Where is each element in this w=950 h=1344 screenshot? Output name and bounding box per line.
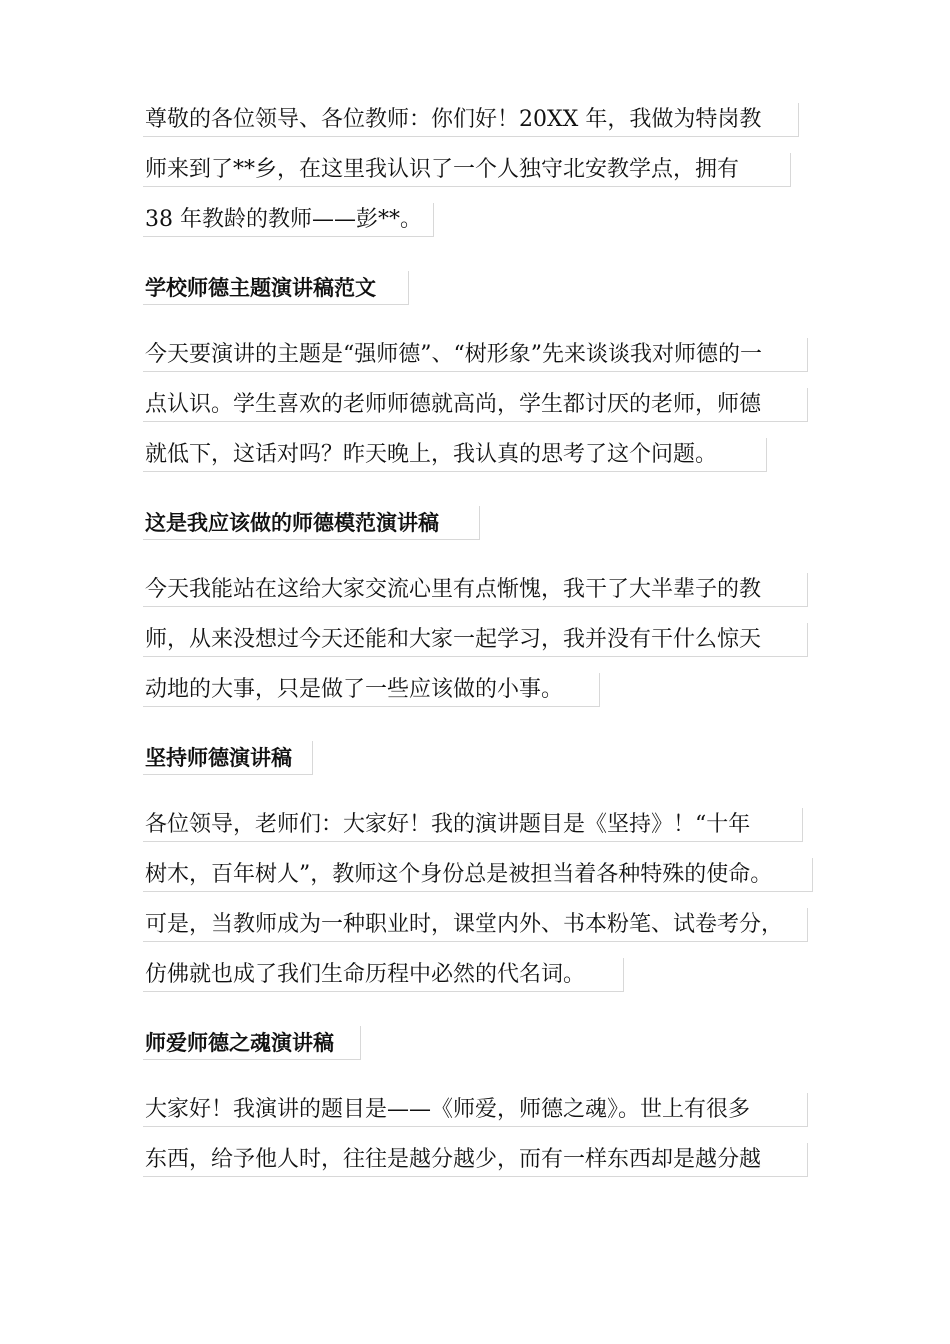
paragraph-line: 38 年教龄的教师——彭**。 bbox=[143, 203, 434, 237]
section-heading: 这是我应该做的师德模范演讲稿 bbox=[143, 506, 480, 540]
paragraph-line: 点认识。学生喜欢的老师师德就高尚，学生都讨厌的老师，师德 bbox=[143, 388, 808, 422]
paragraph-line: 今天我能站在这给大家交流心里有点惭愧，我干了大半辈子的教 bbox=[143, 573, 808, 607]
paragraph-line: 师来到了**乡，在这里我认识了一个人独守北安教学点，拥有 bbox=[143, 153, 791, 187]
paragraph-line: 东西，给予他人时，往往是越分越少，而有一样东西却是越分越 bbox=[143, 1143, 808, 1177]
section-heading: 学校师德主题演讲稿范文 bbox=[143, 271, 409, 305]
paragraph-line: 就低下，这话对吗？昨天晚上，我认真的思考了这个问题。 bbox=[143, 438, 767, 472]
paragraph-line: 今天要演讲的主题是“强师德”、“树形象”先来谈谈我对师德的一 bbox=[143, 338, 808, 372]
paragraph-line: 尊敬的各位领导、各位教师：你们好！20XX 年，我做为特岗教 bbox=[143, 103, 799, 137]
paragraph-line: 师，从来没想过今天还能和大家一起学习，我并没有干什么惊天 bbox=[143, 623, 808, 657]
paragraph-line: 各位领导，老师们：大家好！我的演讲题目是《坚持》！“十年 bbox=[143, 808, 803, 842]
paragraph-line: 可是，当教师成为一种职业时，课堂内外、书本粉笔、试卷考分， bbox=[143, 908, 808, 942]
section-heading: 师爱师德之魂演讲稿 bbox=[143, 1026, 361, 1060]
paragraph-line: 动地的大事，只是做了一些应该做的小事。 bbox=[143, 673, 600, 707]
paragraph-line: 树木，百年树人”，教师这个身份总是被担当着各种特殊的使命。 bbox=[143, 858, 813, 892]
paragraph-line: 大家好！我演讲的题目是——《师爱，师德之魂》。世上有很多 bbox=[143, 1093, 808, 1127]
paragraph-line: 仿佛就也成了我们生命历程中必然的代名词。 bbox=[143, 958, 624, 992]
section-heading: 坚持师德演讲稿 bbox=[143, 741, 313, 775]
